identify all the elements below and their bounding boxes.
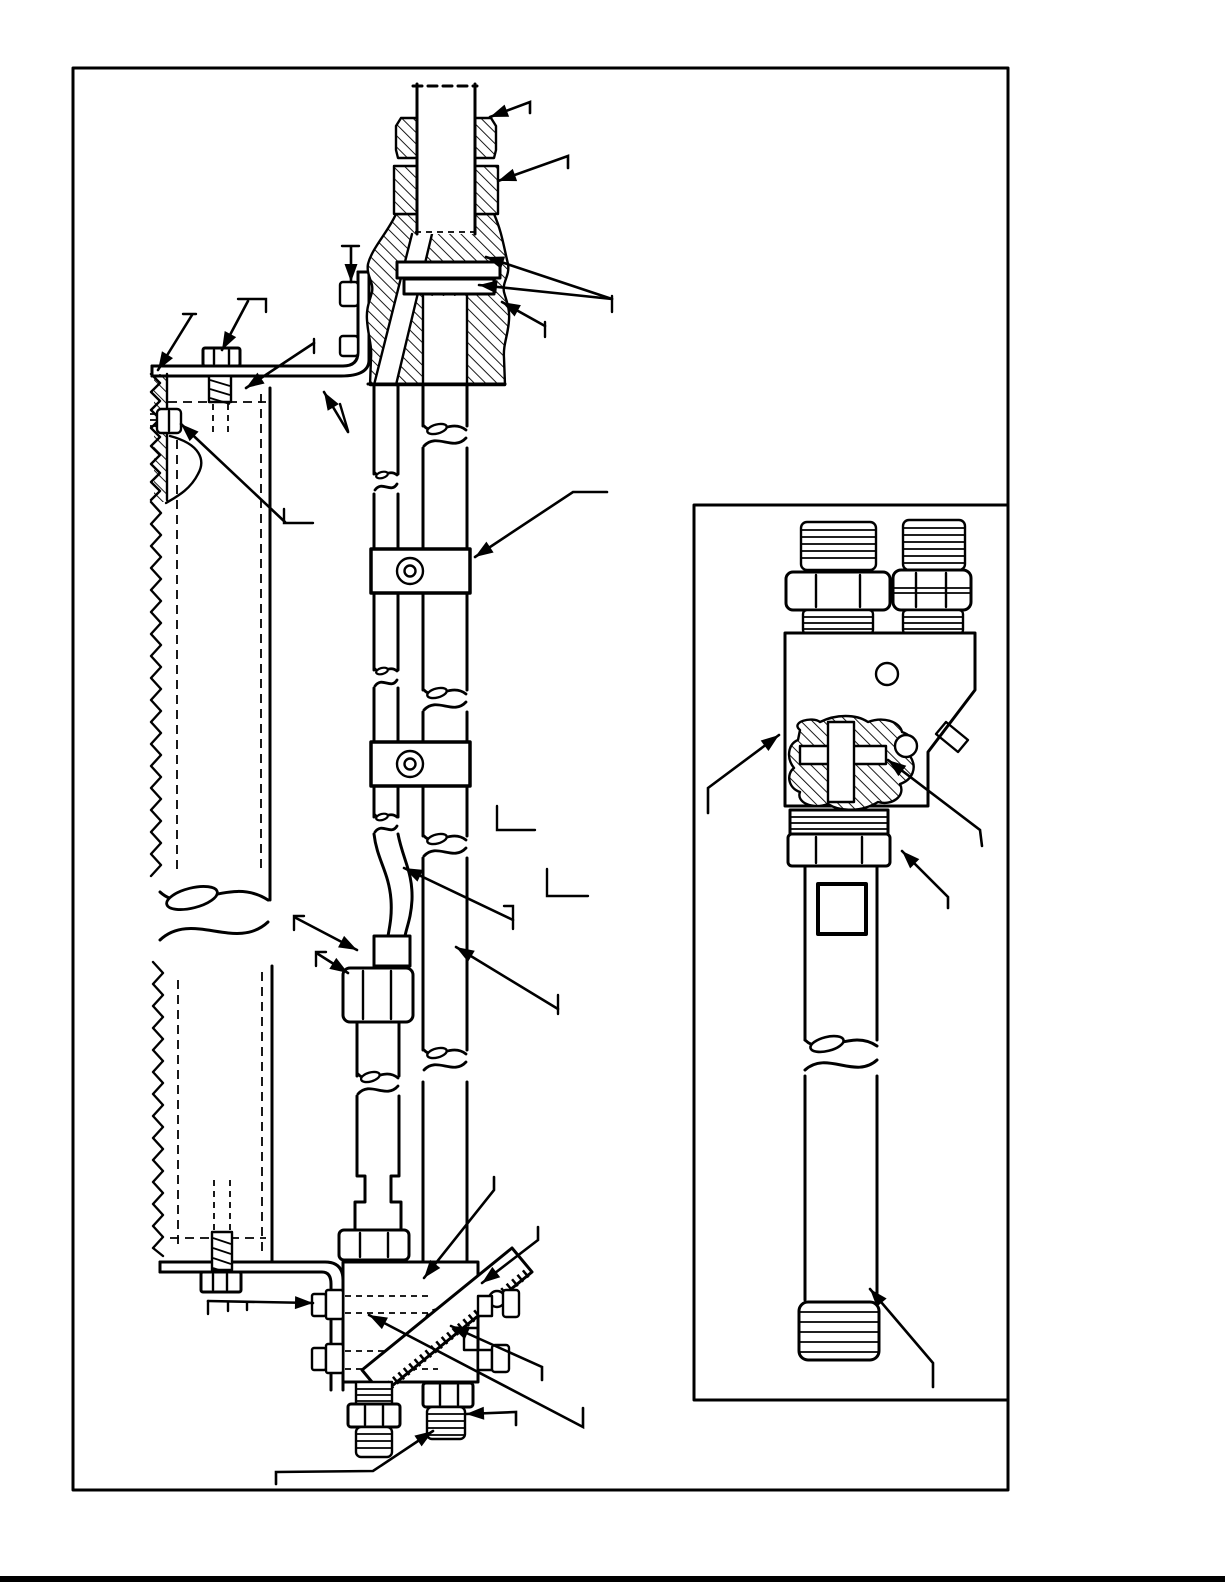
bracket-clamp-bolt-lower <box>340 336 358 356</box>
gland-nut-right <box>475 166 498 214</box>
inset-body-hole <box>876 663 898 685</box>
inset-check-ball <box>895 735 917 757</box>
fitting-ferrule <box>404 279 494 294</box>
inset-cutaway <box>789 716 917 810</box>
fitting-washer <box>397 262 500 278</box>
drain-stud-left <box>348 1382 400 1457</box>
drain-stud-right <box>423 1383 473 1439</box>
bracket-clamp-bolt-upper <box>340 282 358 306</box>
inset-fitting-right <box>893 520 971 634</box>
coupling-sleeve <box>374 936 410 966</box>
tube-clamp-upper <box>371 549 470 593</box>
page-bottom-rule <box>0 1576 1225 1582</box>
packing-nut-left <box>396 118 417 158</box>
inset-hex-nut <box>788 834 890 866</box>
inset-ring-grooves <box>790 810 888 834</box>
inset-detail <box>694 505 1008 1400</box>
inset-pipe-flat <box>818 884 866 934</box>
packing-nut-right <box>475 118 496 158</box>
block-inlet-nut <box>339 1230 409 1260</box>
gland-nut-left <box>394 166 417 214</box>
tube-clamp-lower <box>371 742 470 786</box>
coupling-nut <box>343 968 413 1022</box>
lower-bracket-hex-bolt <box>201 1272 241 1292</box>
